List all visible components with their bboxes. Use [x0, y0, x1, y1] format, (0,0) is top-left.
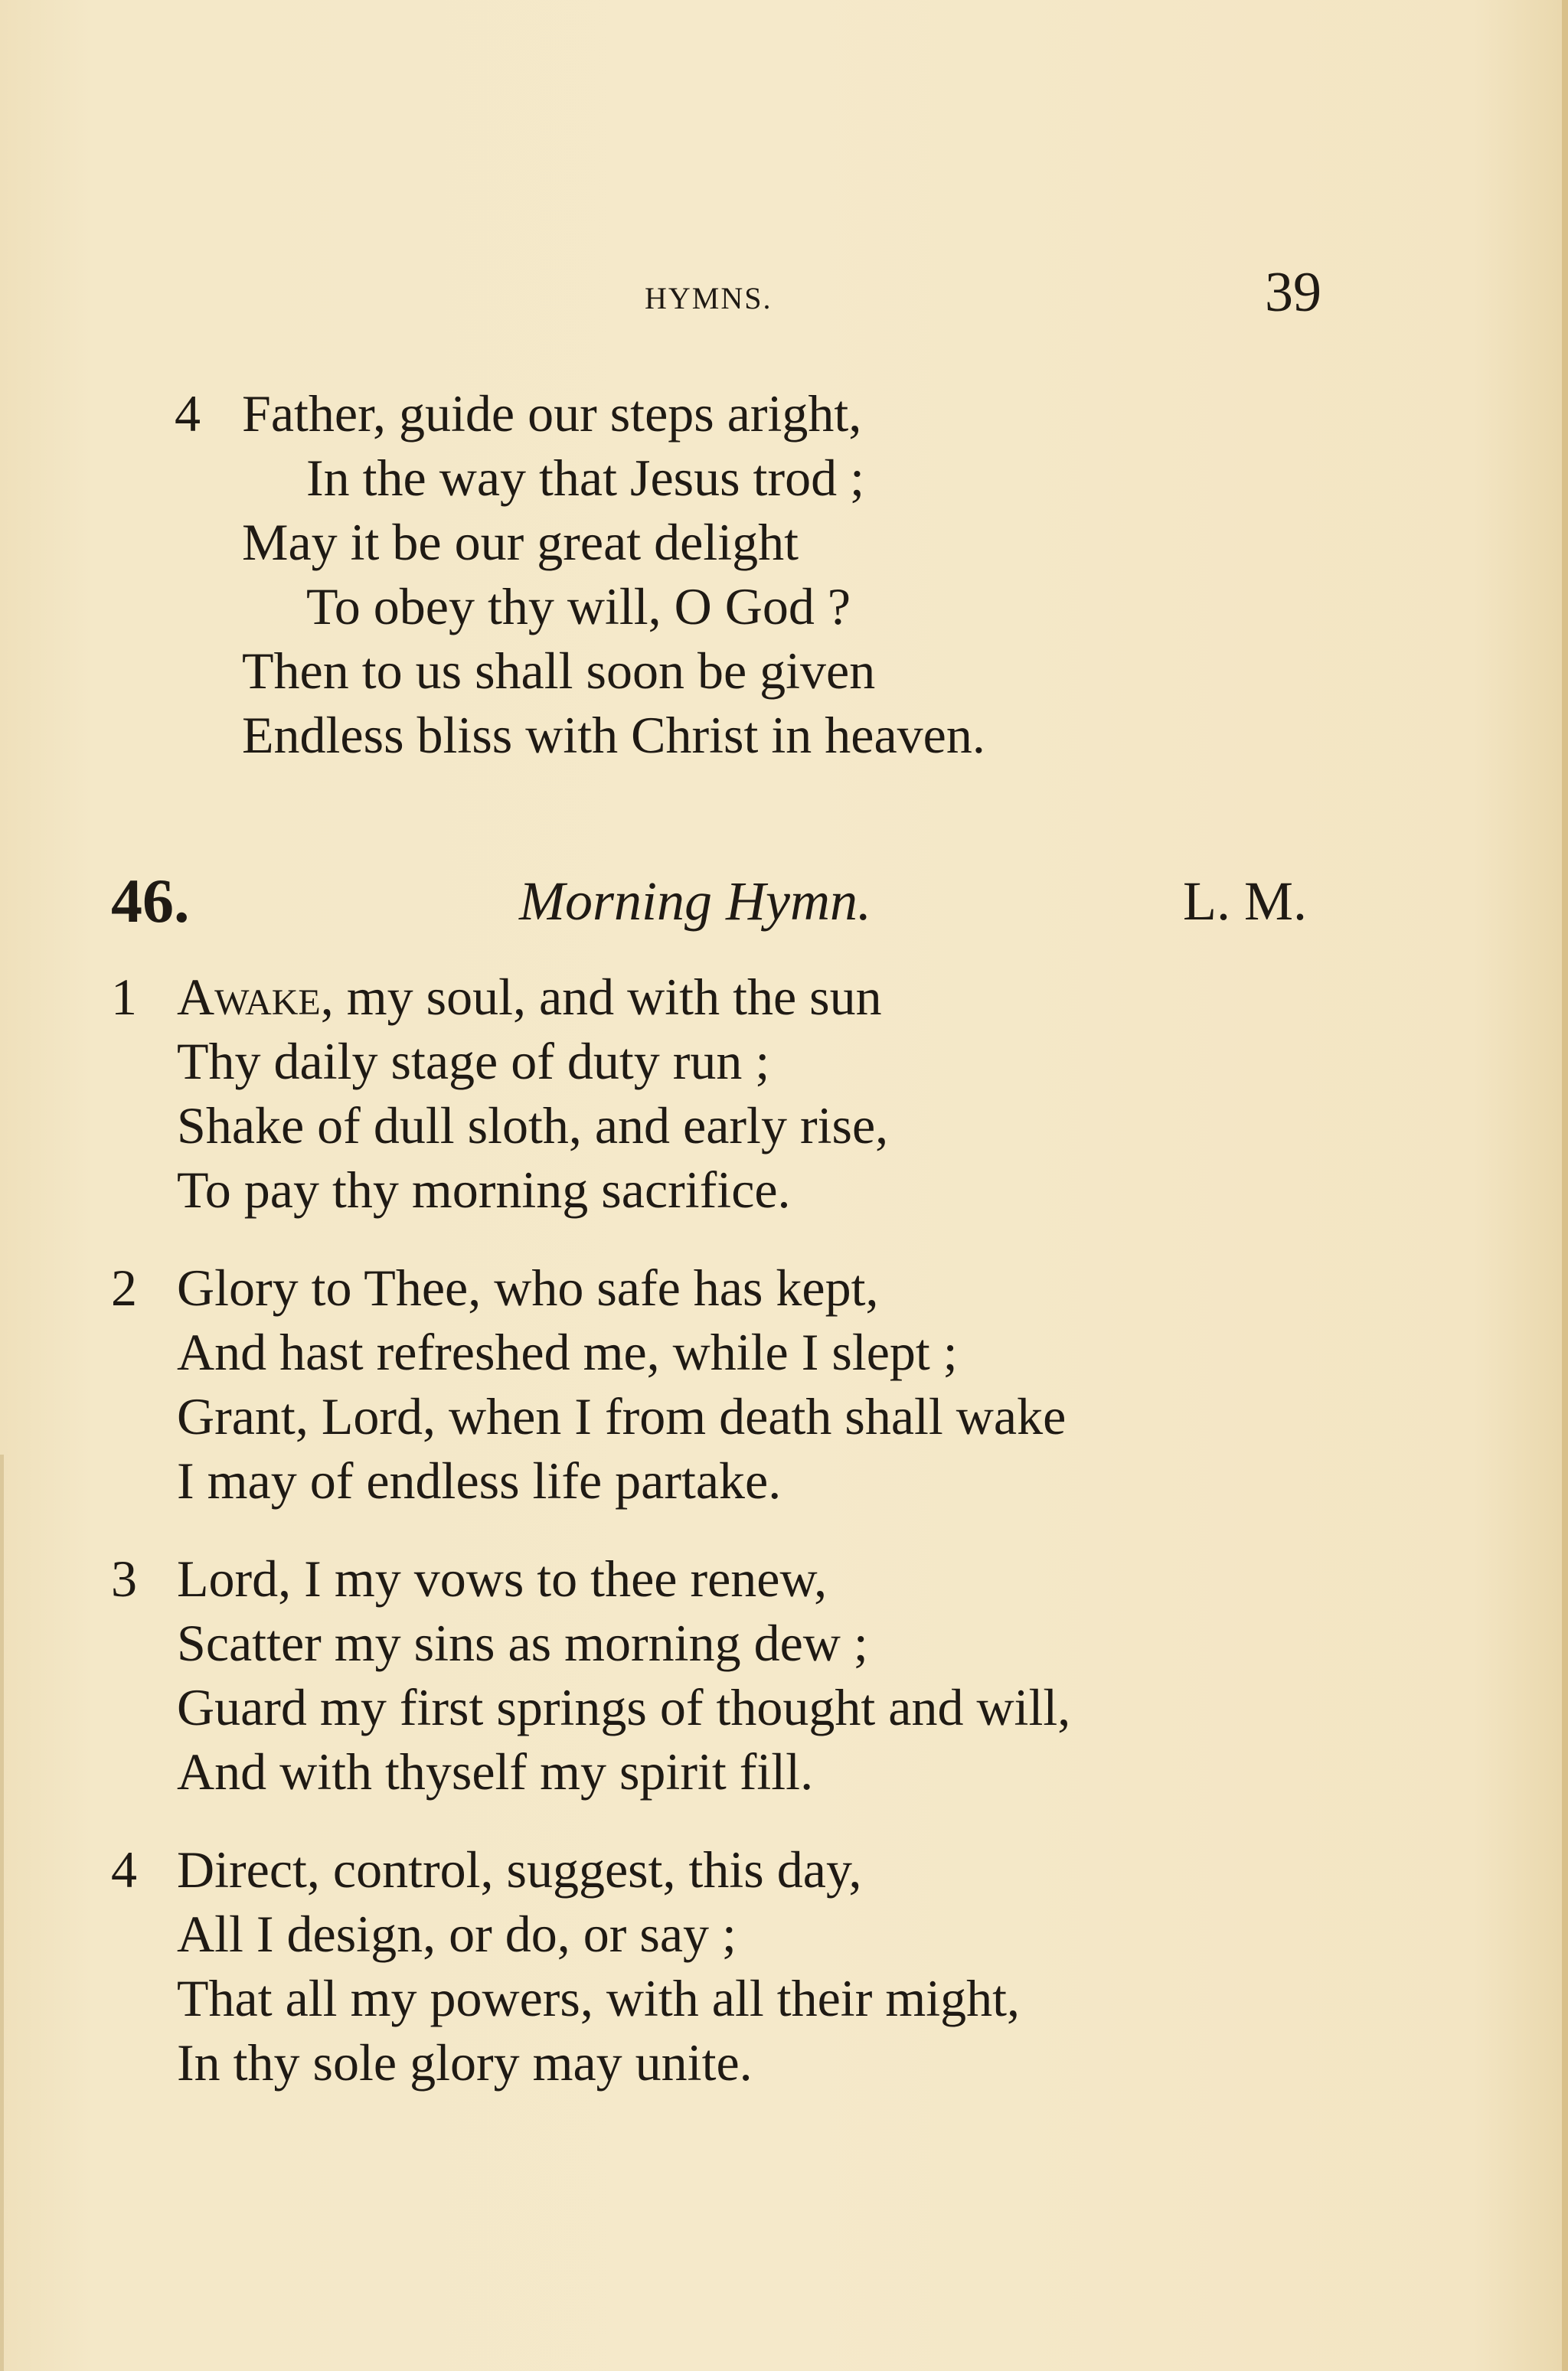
verse-line: That all my powers, with all their might, — [177, 1969, 1021, 2027]
page-number: 39 — [1265, 261, 1321, 324]
prev-stanza — [175, 381, 985, 767]
first-line-rest: , my soul, and with the sun — [320, 968, 882, 1026]
verse-line: Endless bliss with Christ in heaven. — [242, 706, 985, 764]
verse-line: Scatter my sins as morning dew ; — [177, 1614, 868, 1672]
page-edge-left — [0, 1455, 4, 2371]
verse-line: In thy sole glory may unite. — [177, 2033, 753, 2092]
verse-line: All I design, or do, or say ; — [177, 1905, 737, 1963]
verse-line: In the way that Jesus trod ; — [306, 449, 864, 507]
verse-line: And hast refreshed me, while I slept ; — [177, 1323, 958, 1381]
stanza-3 — [111, 1546, 1070, 1804]
hymn-title: Morning Hymn. — [519, 870, 871, 932]
verse-line: Guard my first springs of thought and will, — [177, 1678, 1071, 1736]
verse-line — [177, 965, 888, 1029]
verse-line: I may of endless life partake. — [177, 1452, 782, 1510]
verse-line: Thy daily stage of duty run ; — [177, 1032, 770, 1090]
stanza-number: 1 — [111, 968, 137, 1026]
verse-line: Glory to Thee, who safe has kept, — [177, 1259, 879, 1317]
stanza-number: 2 — [111, 1259, 137, 1317]
verse-line: To pay thy morning sacrifice. — [177, 1161, 791, 1219]
running-head — [0, 260, 1568, 322]
verse-line: Direct, control, suggest, this day, — [177, 1840, 862, 1899]
stanza-number: 3 — [111, 1550, 137, 1608]
verse-line: May it be our great delight — [242, 513, 799, 571]
stanza-number: 4 — [111, 1840, 137, 1899]
hymn-number: 46. — [111, 866, 190, 936]
verse-line: To obey thy will, O God ? — [306, 577, 851, 635]
verse-line: And with thyself my spirit fill. — [177, 1742, 814, 1801]
first-word: Awake — [177, 968, 321, 1026]
verse-line: Father, guide our steps aright, — [242, 384, 862, 443]
verse-line: Then to us shall soon be given — [242, 642, 876, 700]
verse-line: Lord, I my vows to thee renew, — [177, 1550, 828, 1608]
stanza-4 — [111, 1837, 1020, 2095]
hymn-meter: L. M. — [1183, 870, 1307, 932]
running-head-title: HYMNS. — [645, 281, 773, 315]
stanza-2 — [111, 1256, 1066, 1513]
hymn-heading — [0, 865, 1568, 949]
stanza-1 — [111, 965, 888, 1222]
verse-line: Grant, Lord, when I from death shall wake — [177, 1387, 1067, 1445]
stanza-number: 4 — [175, 384, 201, 443]
verse-line: Shake of dull sloth, and early rise, — [177, 1096, 889, 1154]
page-edge — [1562, 0, 1568, 2371]
